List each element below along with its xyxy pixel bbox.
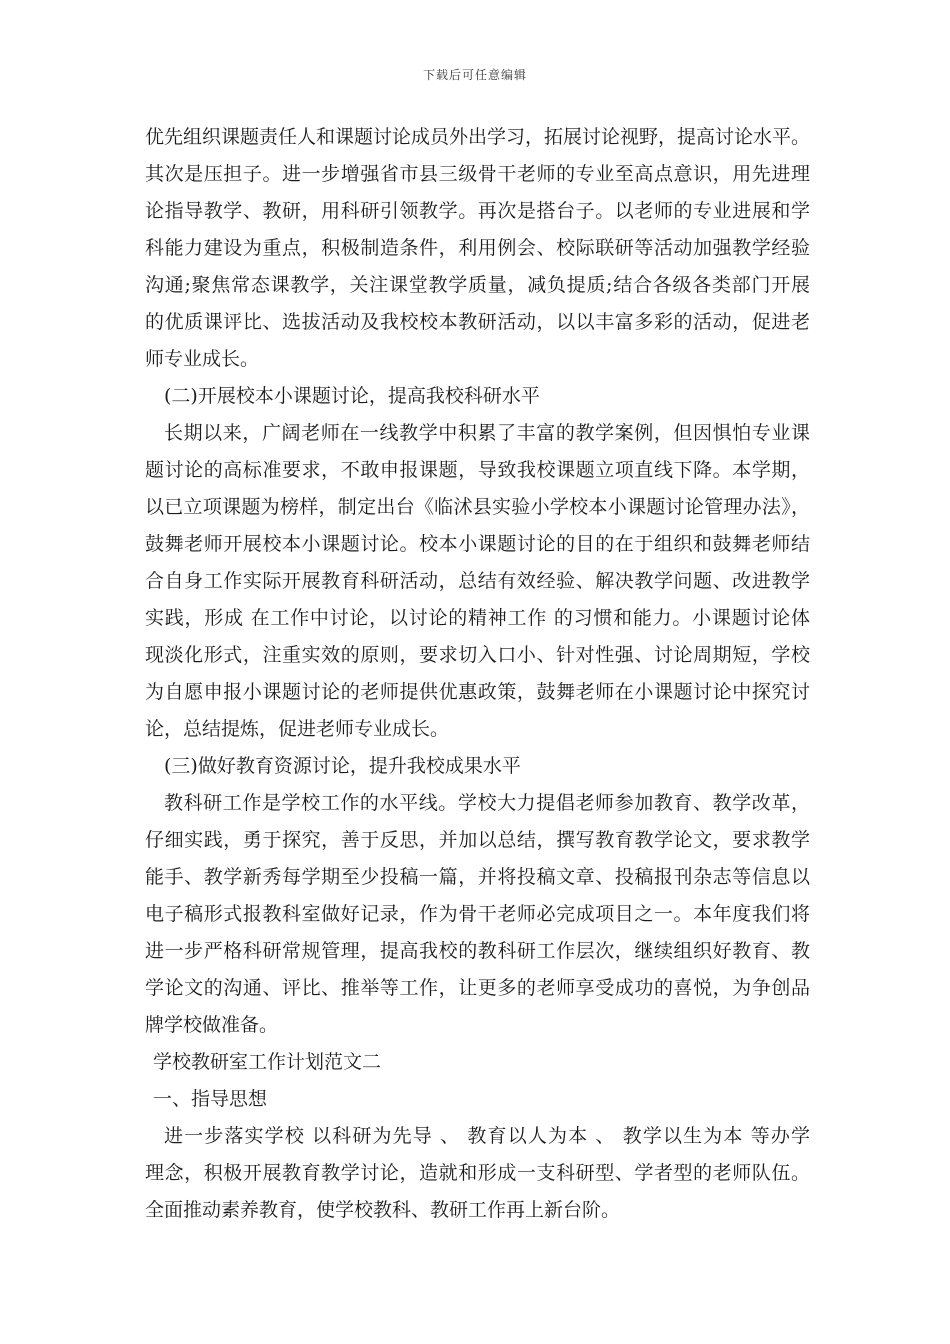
text-line: 以已立项课题为榜样，制定出台《临沭县实验小学校本小课题讨论管理办法》， [145, 496, 810, 518]
text-line: (二)开展校本小课题讨论，提高我校科研水平 [164, 385, 540, 407]
text-line: 进一步落实学校 以科研为先导 、 教育以人为本 、 教学以生为本 等办学 [164, 1125, 810, 1147]
text-line: 现淡化形式，注重实效的原则，要求切入口小、针对性强、讨论周期短，学校 [145, 644, 810, 666]
text-line: 长期以来，广阔老师在一线教学中积累了丰富的教学案例，但因惧怕专业课 [164, 422, 810, 444]
text-line: 沟通;聚焦常态课教学，关注课堂教学质量，减负提质;结合各级各类部门开展 [145, 274, 810, 296]
text-line: 合自身工作实际开展教育科研活动，总结有效经验、解决教学问题、改进教学 [145, 570, 810, 592]
text-line: 学校教研室工作计划范文二 [153, 1051, 382, 1073]
text-line: 全面推动素养教育，使学校教科、教研工作再上新台阶。 [145, 1199, 621, 1221]
text-line: 其次是压担子。进一步增强省市县三级骨干老师的专业至高点意识，用先进理 [145, 163, 810, 185]
text-line: 题讨论的高标准要求，不敢申报课题，导致我校课题立项直线下降。本学期， [145, 459, 810, 481]
text-line: 进一步严格科研常规管理，提高我校的教科研工作层次，继续组织好教育、教 [145, 940, 810, 962]
text-line: 科能力建设为重点，积极制造条件，利用例会、校际联研等活动加强教学经验 [145, 237, 810, 259]
text-line: 学论文的沟通、评比、推举等工作，让更多的老师享受成功的喜悦，为争创品 [145, 977, 810, 999]
page-header: 下载后可任意编辑 [422, 68, 527, 82]
text-line: 电子稿形式报教科室做好记录，作为骨干老师必完成项目之一。本年度我们将 [145, 903, 810, 925]
document-body [145, 119, 810, 1229]
text-line: (三)做好教育资源讨论，提升我校成果水平 [164, 755, 521, 777]
text-line: 牌学校做准备。 [145, 1014, 279, 1036]
text-line: 一、指导思想 [153, 1088, 268, 1110]
text-line: 论指导教学、教研，用科研引领教学。再次是搭台子。以老师的专业进展和学 [145, 200, 810, 222]
text-line: 教科研工作是学校工作的水平线。学校大力提倡老师参加教育、教学改革， [164, 792, 810, 814]
text-line: 能手、教学新秀每学期至少投稿一篇，并将投稿文章、投稿报刊杂志等信息以 [145, 866, 810, 888]
text-line: 为自愿申报小课题讨论的老师提供优惠政策，鼓舞老师在小课题讨论中探究讨 [145, 681, 810, 703]
text-line: 优先组织课题责任人和课题讨论成员外出学习，拓展讨论视野，提高讨论水平。 [145, 126, 810, 148]
text-line: 的优质课评比、选拔活动及我校校本教研活动，以以丰富多彩的活动，促进老 [145, 311, 810, 333]
text-line: 师专业成长。 [145, 348, 260, 370]
text-line: 论，总结提炼，促进老师专业成长。 [145, 718, 450, 740]
text-line: 理念，积极开展教育教学讨论，造就和形成一支科研型、学者型的老师队伍。 [145, 1162, 810, 1184]
text-line: 仔细实践，勇于探究，善于反思，并加以总结，撰写教育教学论文，要求教学 [145, 829, 810, 851]
text-line: 实践，形成 在工作中讨论，以讨论的精神工作 的习惯和能力。小课题讨论体 [145, 607, 810, 629]
text-line: 鼓舞老师开展校本小课题讨论。校本小课题讨论的目的在于组织和鼓舞老师结 [145, 533, 810, 555]
